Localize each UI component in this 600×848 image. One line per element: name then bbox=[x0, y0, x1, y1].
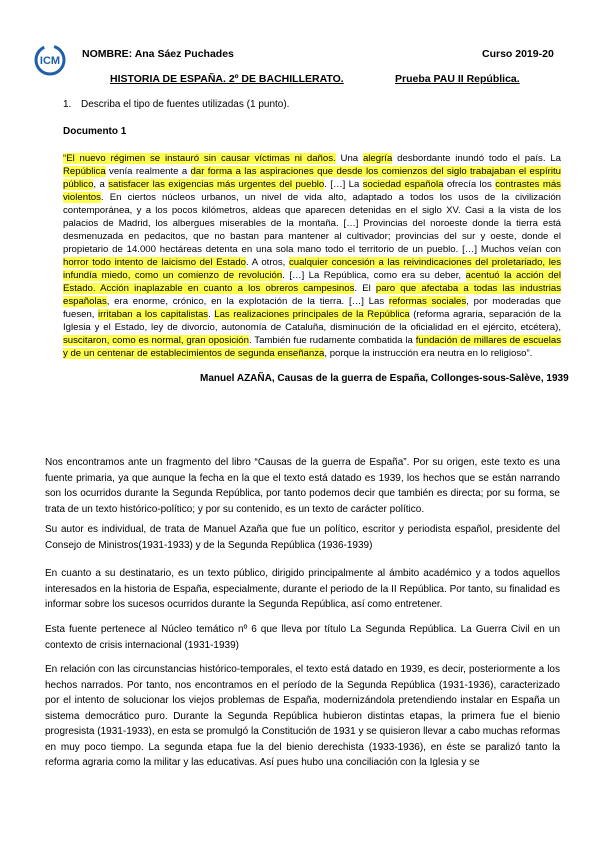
logo-text: ICM bbox=[39, 55, 61, 67]
student-name: NOMBRE: Ana Sáez Puchades bbox=[82, 48, 234, 60]
quote-text: . A otros, bbox=[246, 257, 289, 268]
highlighted-text: cualquier concesión a las reivindicaciones del proletariado, les infundía miedo, como un comienzo de revolución bbox=[63, 257, 561, 281]
highlighted-text: Las realizaciones principales de la República bbox=[214, 309, 410, 320]
answer-paragraph-theme: Esta fuente pertenece al Núcleo temático nº 6 que lleva por título La Segunda República. La Guerra Civil en un contexto de crisis internacional (1931-1939) bbox=[45, 624, 560, 651]
quote-text: , era enorme, crónico, en la explotación de la tierra. […] Las bbox=[106, 296, 389, 307]
highlighted-text: reformas sociales bbox=[388, 296, 467, 307]
course-year: Curso 2019-20 bbox=[482, 48, 554, 60]
answer-paragraph-context: En relación con las circunstancias histórico-temporales, el texto está datado en 1939, es decir, posteriormente a los hechos narrados. Por tanto, nos encontramos en el período de la Segunda República (1931-1936), caracterizado por el intento de solucionar los viejos problemas de España, modernizándola pretendiendo instalar en España un sistema democrático puro. Durante la Segunda República hubieron distintas etapas, la primera fue el bienio progresista (1931-1933), en esta se promulgó la Constitución de 1931 y se quisieron llevar a cabo muchas reformas en muy poco tiempo. La segunda etapa fue la del bienio derechista (1933-1936), en éste se paralizó tanto la reforma agraria como la militar y las educativas. Así pues hubo una conciliación con la Iglesia y se bbox=[45, 664, 560, 768]
highlighted-text: satisfacer las exigencias más urgentes del pueblo bbox=[108, 179, 325, 190]
highlighted-text: irritaban a los capitalistas bbox=[97, 309, 209, 320]
question-1 bbox=[63, 99, 289, 110]
answer-paragraph-origin: Nos encontramos ante un fragmento del libro “Causas de la guerra de España”. Por su origen, este texto es una fuente primaria, ya que aunque la fecha en la que el texto está datado es 1939, los hechos que se están narrando son los ocurridos durante la Segunda República, por tanto podemos decir que también es directa; por su forma, se trata de un texto histórico-político; y por su contenido, es un texto de carácter político. bbox=[45, 457, 560, 515]
quote-text: . El bbox=[354, 283, 376, 294]
answer-paragraph-author: Su autor es individual, de trata de Manuel Azaña que fue un político, escritor y periodista español, presidente del Consejo de Ministros(1931-1933) y de la Segunda República (1936-1939) bbox=[45, 524, 560, 551]
answer-paragraph-audience: En cuanto a su destinatario, es un texto público, dirigido principalmente al ámbito académico y a todos aquellos interesados en la historia de España, especialmente, durante el periodo de la II República. Por tanto, su finalidad es informar sobre los sucesos ocurridos durante la Segunda República, así como entretener. bbox=[45, 568, 560, 610]
highlighted-text: horror todo intento de laicismo del Estado bbox=[63, 257, 247, 268]
question-number: 1. bbox=[63, 99, 72, 110]
highlighted-text: suscitaron, como es normal, gran oposición bbox=[63, 335, 249, 346]
highlighted-text: sociedad española bbox=[362, 179, 444, 190]
quote-text: . bbox=[208, 309, 215, 320]
quote-text: , por moderadas que fuesen, bbox=[63, 296, 561, 320]
quote-text: . […] La República, como era su deber, bbox=[282, 270, 466, 281]
document-source: Manuel AZAÑA, Causas de la guerra de España, Collonges-sous-Salève, 1939 bbox=[200, 373, 569, 384]
highlighted-text: fundación de millares de escuelas y de un centenar de establecimientos de segunda enseñanza bbox=[63, 335, 561, 359]
highlighted-text: dar forma a las aspiraciones que desde los comienzos del siglo trabajaban el espíritu público bbox=[63, 166, 561, 190]
test-title: Prueba PAU II República. bbox=[395, 73, 520, 85]
highlighted-text: contrastes más violentos bbox=[63, 179, 561, 203]
quote-text: , porque la instrucción era neutra en lo religioso”. bbox=[324, 348, 533, 359]
document-quote bbox=[63, 152, 561, 360]
subject-title: HISTORIA DE ESPAÑA. 2º DE BACHILLERATO. bbox=[110, 73, 344, 85]
highlighted-text: paro que afectaba a todas las industrias españolas bbox=[63, 283, 561, 307]
question-text: Describa el tipo de fuentes utilizadas (1 punto). bbox=[81, 99, 290, 110]
highlighted-text: República bbox=[63, 166, 106, 177]
document-heading: Documento 1 bbox=[63, 126, 127, 137]
highlighted-text: alegría bbox=[362, 153, 393, 164]
school-logo bbox=[33, 43, 67, 77]
quote-text: . En ciertos núcleos urbanos, un nivel de vida alto, adaptado a todos los usos de la civilización contemporánea, y a los pocos kilómetros, aldeas que aparecen detenidas en el siglo XV. Casi a la vista de los palacios de Madrid, los albergues miserables de la montaña. […] Provincias del noroeste donde la tierra está desmenuzada en pedacitos, que no bastan para mantener al cultivador; provincias del sur y oeste, donde el propietario de 14.000 hectáreas detenta en una sola mano todo el territorio de un pueblo. […] Muchos veían con bbox=[63, 192, 561, 255]
quote-text: . […] La bbox=[324, 179, 363, 190]
quote-text: . También fue rudamente combatida la bbox=[248, 335, 416, 346]
quote-text: , a bbox=[93, 179, 109, 190]
quote-text: desbordante inundó todo el país. La bbox=[392, 153, 561, 164]
highlighted-text: acentuó la acción del Estado. Acción inaplazable en cuanto a los obreros campesinos bbox=[63, 270, 561, 294]
quote-text: venía realmente a bbox=[105, 166, 191, 177]
quote-text: Una bbox=[335, 153, 363, 164]
quote-text: ofrecía los bbox=[443, 179, 496, 190]
quote-text: (reforma agraria, separación de la Iglesia y el Estado, ley de divorcio, autonomía de Cataluña, disminución de la oficialidad en el ejército, etcétera), bbox=[63, 309, 561, 333]
highlighted-text: “El nuevo régimen se instauró sin causar víctimas ni daños. bbox=[63, 153, 336, 164]
